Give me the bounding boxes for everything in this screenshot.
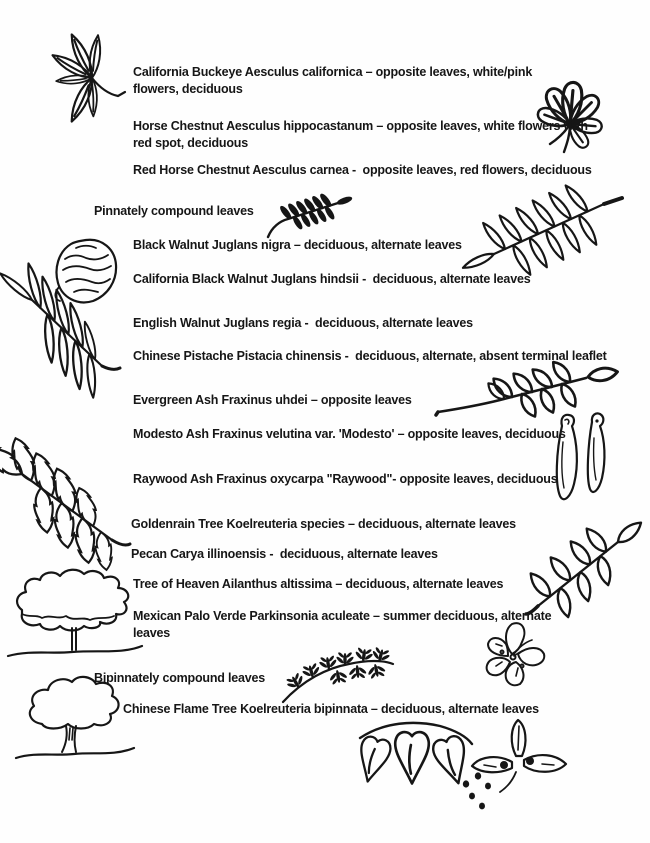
entry-evergreen-ash: Evergreen Ash Fraxinus uhdei – opposite leaves (133, 393, 412, 407)
tree-silhouette-1-illustration (6, 566, 146, 662)
horse-chestnut-leaf-illustration (508, 66, 630, 166)
entry-red-horse-chestnut: Red Horse Chestnut Aesculus carnea - opposite leaves, red flowers, deciduous (133, 163, 592, 177)
buckeye-leaf-illustration (28, 12, 143, 127)
ash-branch-illustration (434, 354, 618, 418)
entry-mexican-palo-verde: Mexican Palo Verde Parkinsonia aculeate – summer deciduous, alternate leaves (133, 609, 555, 640)
entry-english-walnut: English Walnut Juglans regia - deciduous, alternate leaves (133, 316, 473, 330)
samara-seed-pods-illustration (548, 412, 614, 520)
entry-modesto-ash: Modesto Ash Fraxinus velutina var. 'Modesto' – opposite leaves, deciduous (133, 427, 566, 441)
palo-verde-flower-illustration (472, 614, 554, 702)
pinnate-leaf-left-illustration (4, 280, 124, 404)
serrated-pinnate-leaf-illustration (2, 446, 136, 570)
entry-california-black-walnut: California Black Walnut Juglans hindsii - deciduous, alternate leaves (133, 272, 531, 286)
entry-chinese-flame-tree: Chinese Flame Tree Koelreuteria bipinnata – deciduous, alternate leaves (123, 702, 539, 716)
tree-silhouette-2-illustration (14, 672, 136, 764)
pinnate-leaf-right-illustration (480, 176, 628, 274)
entry-horse-chestnut: Horse Chestnut Aesculus hippocastanum – opposite leaves, white flowers with red spot, deciduous (133, 119, 592, 150)
entry-black-walnut: Black Walnut Juglans nigra – deciduous, alternate leaves (133, 238, 462, 252)
entry-raywood-ash: Raywood Ash Fraxinus oxycarpa "Raywood"- opposite leaves, deciduous (133, 472, 558, 486)
entry-goldenrain-tree: Goldenrain Tree Koelreuteria species – deciduous, alternate leaves (131, 517, 516, 531)
entry-tree-of-heaven: Tree of Heaven Ailanthus altissima – deciduous, alternate leaves (133, 577, 504, 591)
flame-tree-flower-illustration (468, 714, 572, 806)
bipinnate-leaf-icon (279, 640, 399, 706)
pinnate-leaf-icon (264, 193, 348, 239)
heading-bipinnately-compound: Bipinnately compound leaves (94, 671, 266, 685)
entry-chinese-pistache: Chinese Pistache Pistacia chinensis - deciduous, alternate, absent terminal leaflet (133, 349, 607, 363)
entry-pecan: Pecan Carya illinoensis - deciduous, alternate leaves (131, 547, 438, 561)
entry-california-buckeye: California Buckeye Aesculus californica – opposite leaves, white/pink flowers, deciduous (133, 65, 536, 96)
heading-pinnately-compound: Pinnately compound leaves (94, 204, 254, 218)
pinnate-leaf-right2-illustration (524, 518, 636, 620)
